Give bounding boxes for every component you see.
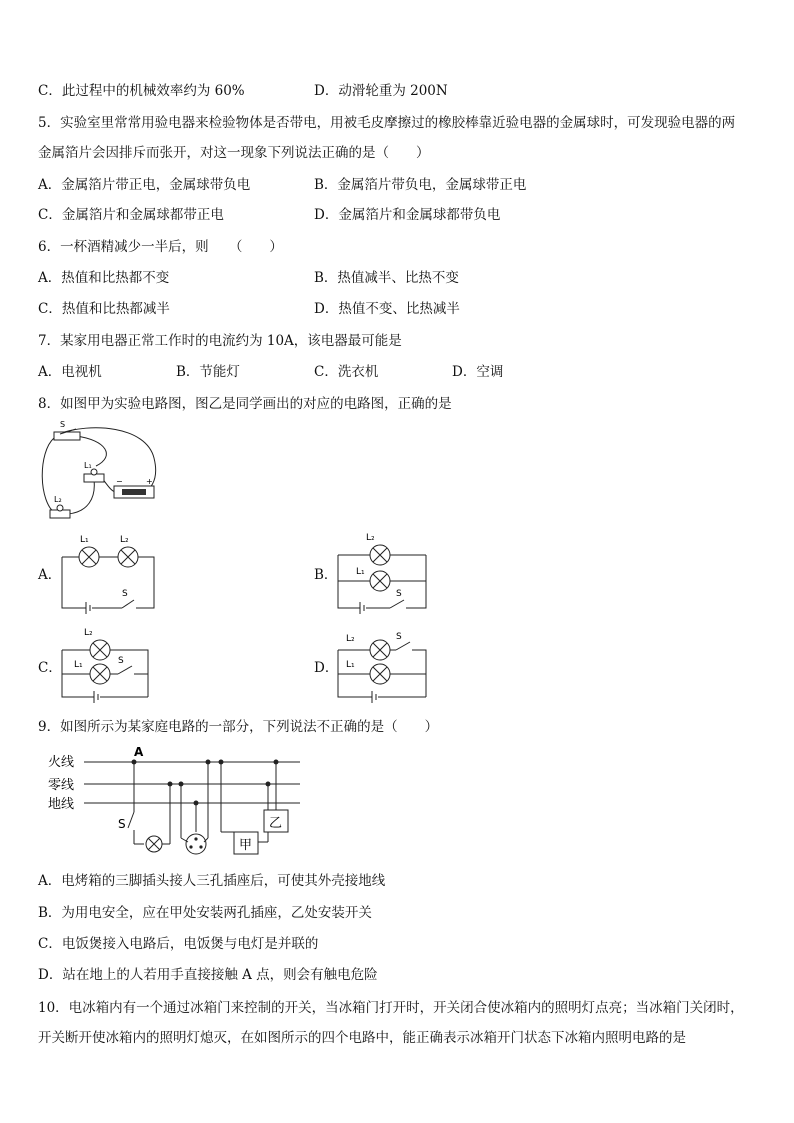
q6-option-c: C．热值和比热都减半 — [38, 301, 170, 317]
q8-circuit-d — [338, 625, 438, 707]
q5-option-d: D．金属箔片和金属球都带负电 — [314, 207, 501, 223]
q8c-s-label: S — [118, 656, 124, 666]
q6-option-a: A．热值和比热都不变 — [38, 270, 170, 286]
q9-lamp — [146, 836, 162, 852]
q8d-switch — [396, 642, 410, 650]
q6-stem: 6．一杯酒精减少一半后，则 （ ） — [38, 239, 283, 255]
q9-jia-label: 甲 — [239, 838, 253, 853]
q5-option-b: B．金属箔片带负电，金属球带正电 — [314, 177, 527, 193]
q8d-l2-label: L₂ — [346, 634, 355, 644]
q8-circuit-b — [338, 532, 438, 614]
q8c-lamp-l2 — [90, 640, 110, 660]
q9-point-a-label: A — [134, 745, 144, 759]
q9-switch-label: S — [118, 817, 126, 831]
q7-option-b: B．节能灯 — [176, 364, 240, 380]
q8b-lamp-l2 — [370, 545, 390, 565]
q8-switch-base — [54, 432, 80, 440]
q5-stem-line2: 金属箔片会因排斥而张开，对这一现象下列说法正确的是（ ） — [38, 145, 430, 161]
q8d-lamp-l2 — [370, 640, 390, 660]
q8-minus-label: − — [116, 477, 123, 486]
q8c-l2-label: L₂ — [84, 628, 93, 638]
q5-option-a: A．金属箔片带正电，金属球带负电 — [38, 177, 251, 193]
q9-switch-s — [128, 812, 134, 828]
q8-stem: 8．如图甲为实验电路图，图乙是同学画出的对应的电路图，正确的是 — [38, 396, 452, 412]
q8a-l1-label: L₁ — [80, 535, 89, 545]
q9-yi-label: 乙 — [269, 816, 283, 831]
q9-option-b: B．为用电安全，应在甲处安装两孔插座，乙处安装开关 — [38, 905, 372, 921]
q9-stem: 9．如图所示为某家庭电路的一部分，下列说法不正确的是（ ） — [38, 719, 439, 735]
q7-option-d: D．空调 — [452, 364, 504, 380]
q8b-l1-label: L₁ — [356, 567, 365, 577]
q7-stem: 7．某家用电器正常工作时的电流约为 10A，该电器最可能是 — [38, 333, 402, 349]
q9-fire-wire-label: 火线 — [48, 755, 75, 770]
q8-l2-bulb — [57, 505, 63, 511]
q9-three-hole-socket — [186, 834, 206, 854]
q8-l1-label: L₁ — [84, 461, 92, 470]
q8a-lamp-l2 — [118, 547, 138, 567]
q8c-switch — [118, 666, 132, 674]
q9-household-circuit-figure — [48, 742, 308, 860]
q6-option-b: B．热值减半、比热不变 — [314, 270, 459, 286]
q8b-switch — [390, 600, 404, 608]
q9-neutral-wire-label: 零线 — [48, 778, 75, 793]
q8a-s-label: S — [122, 589, 128, 599]
q8b-l2-label: L₂ — [366, 533, 375, 543]
q4-option-c: C．此过程中的机械效率约为 60% — [38, 83, 245, 99]
q8-l2-label: L₂ — [54, 495, 62, 504]
q5-option-c: C．金属箔片和金属球都带正电 — [38, 207, 224, 223]
q9-option-c: C．电饭煲接入电路后，电饭煲与电灯是并联的 — [38, 936, 319, 952]
q8-option-a-label: A． — [38, 567, 62, 583]
q10-stem-line2: 开关断开使冰箱内的照明灯熄灭，在如图所示的四个电路中，能正确表示冰箱开门状态下冰箱内照明电路的是 — [38, 1030, 686, 1046]
q8d-s-label: S — [396, 632, 402, 642]
q8-option-b-label: B． — [314, 567, 338, 583]
q8c-l1-label: L₁ — [74, 660, 83, 670]
q7-option-a: A．电视机 — [38, 364, 102, 380]
q8-l1-bulb — [91, 469, 97, 475]
q5-stem-line1: 5．实验室里常常用验电器来检验物体是否带电，用被毛皮摩擦过的橡胶棒靠近验电器的金属球时，可发现验电器的两 — [38, 115, 736, 131]
q8-plus-label: + — [146, 477, 153, 486]
q6-option-d: D．热值不变、比热减半 — [314, 301, 460, 317]
q8a-lamp-l1 — [79, 547, 99, 567]
q8-battery-cells — [122, 489, 146, 495]
q8d-l1-label: L₁ — [346, 660, 355, 670]
q9-option-d: D．站在地上的人若用手直接接触 A 点，则会有触电危险 — [38, 967, 378, 983]
q8-physical-circuit-figure — [36, 422, 161, 522]
q8-switch-label: S — [60, 420, 66, 429]
q4-option-d: D．动滑轮重为 200N — [314, 83, 448, 99]
q8a-l2-label: L₂ — [120, 535, 129, 545]
q8a-switch — [122, 600, 134, 608]
q8b-s-label: S — [396, 589, 402, 599]
q8-circuit-a — [62, 534, 162, 614]
q8-option-c-label: C． — [38, 660, 62, 676]
q9-option-a: A．电烤箱的三脚插头接人三孔插座后，可使其外壳接地线 — [38, 873, 386, 889]
q7-option-c: C．洗衣机 — [314, 364, 379, 380]
q8b-lamp-l1 — [370, 571, 390, 591]
q10-stem-line1: 10．电冰箱内有一个通过冰箱门来控制的开关，当冰箱门打开时，开关闭合使冰箱内的照明灯点亮；当冰箱门关闭时， — [38, 1000, 744, 1016]
q8c-lamp-l1 — [90, 664, 110, 684]
q8d-lamp-l1 — [370, 664, 390, 684]
q8-circuit-c — [62, 625, 162, 707]
q9-ground-wire-label: 地线 — [48, 797, 75, 812]
q8-option-d-label: D． — [314, 660, 339, 676]
